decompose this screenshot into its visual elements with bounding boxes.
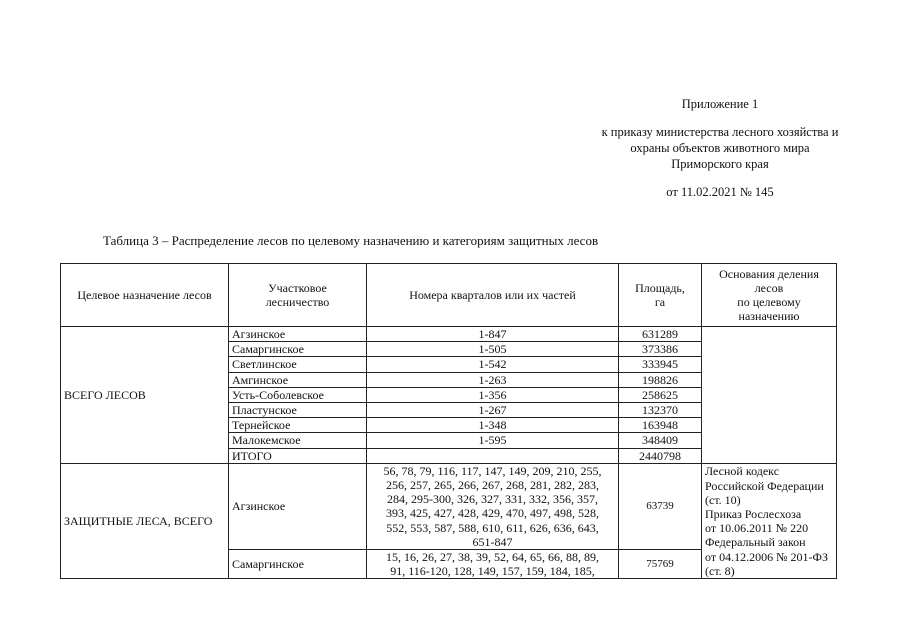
area-cell: 373386 [619,342,702,357]
district-cell: Тернейское [229,418,367,433]
basis-line: от 04.12.2006 № 201-ФЗ [705,549,829,564]
district-cell: Агзинское [229,327,367,342]
header-line: лесничество [265,295,330,309]
quarters-list-cell [367,550,619,579]
quarters-cell: 1-267 [367,403,619,418]
basis-line: Лесной кодекс [705,464,780,479]
area-cell: 258625 [619,387,702,402]
total-area: 2440798 [619,448,702,463]
appendix-title: Приложение 1 [681,97,759,111]
district-cell: Самаргинское [229,342,367,357]
appendix-line: Приморского края [671,157,769,171]
appendix-header [570,96,870,200]
area-cell: 132370 [619,403,702,418]
header-line: га [654,295,666,309]
basis-line: Федеральный закон [705,535,806,550]
area-cell: 75769 [619,550,702,579]
quarters-list-cell [367,463,619,549]
district-cell: Светлинское [229,357,367,372]
table-row [61,327,837,342]
basis-cell [702,463,837,579]
quarters-cell: 1-348 [367,418,619,433]
quarters-empty-cell [367,448,619,463]
quarters-cell: 1-505 [367,342,619,357]
header-line: назначению [738,309,800,324]
purpose-all-forests: ВСЕГО ЛЕСОВ [61,327,229,464]
header-line: Площадь, [635,280,685,295]
purpose-protective: ЗАЩИТНЫЕ ЛЕСА, ВСЕГО [61,463,229,579]
quarters-cell: 1-356 [367,387,619,402]
quarters-cell: 1-847 [367,327,619,342]
district-cell: Самаргинское [229,550,367,579]
district-cell: Амгинское [229,372,367,387]
column-header-basis [702,264,837,327]
column-header-purpose: Целевое назначение лесов [61,264,229,327]
area-cell: 333945 [619,357,702,372]
header-line: лесов [754,280,784,295]
table-row [61,463,837,549]
appendix-date: от 11.02.2021 № 145 [666,185,774,199]
quarters-line: 393, 425, 427, 428, 429, 470, 497, 498, 528, [386,506,599,521]
column-header-quarters: Номера кварталов или их частей [367,264,619,327]
basis-line: (ст. 10) [705,492,741,507]
column-header-area [619,264,702,327]
area-cell: 163948 [619,418,702,433]
quarters-line: 91, 116-120, 128, 149, 157, 159, 184, 185, [390,564,595,579]
quarters-line: 56, 78, 79, 116, 117, 147, 149, 209, 210, 255, [383,463,602,478]
header-line: Основания деления [719,266,819,281]
table-header-row [61,264,837,327]
basis-line: (ст. 8) [705,563,735,578]
appendix-line: к приказу министерства лесного хозяйства и [601,125,839,139]
area-cell: 631289 [619,327,702,342]
basis-line: Российской Федерации [705,478,824,493]
basis-line: от 10.06.2011 № 220 [705,521,809,536]
quarters-line: 651-847 [472,534,513,549]
basis-line: Приказ Рослесхоза [705,506,802,521]
forest-distribution-table [60,263,837,579]
quarters-line: 552, 553, 587, 588, 610, 611, 626, 636, 643, [386,520,599,535]
appendix-line: охраны объектов животного мира [630,141,810,155]
district-cell: Пластунское [229,403,367,418]
area-cell: 63739 [619,463,702,549]
district-cell: Агзинское [229,463,367,549]
area-cell: 198826 [619,372,702,387]
district-cell: Малокемское [229,433,367,448]
table-caption: Таблица 3 – Распределение лесов по целевому назначению и категориям защитных лесов [103,233,599,248]
basis-empty-cell [702,327,837,464]
quarters-cell: 1-263 [367,372,619,387]
total-label: ИТОГО [229,448,367,463]
district-cell: Усть-Соболевское [229,387,367,402]
column-header-district [229,264,367,327]
quarters-cell: 1-595 [367,433,619,448]
header-line: по целевому [737,295,801,309]
quarters-cell: 1-542 [367,357,619,372]
quarters-line: 256, 257, 265, 266, 267, 268, 281, 282, 283, [386,478,599,493]
quarters-line: 15, 16, 26, 27, 38, 39, 52, 64, 65, 66, 88, 89, [386,550,599,565]
area-cell: 348409 [619,433,702,448]
quarters-line: 284, 295-300, 326, 327, 331, 332, 356, 357, [387,492,598,507]
header-line: Участковое [268,280,327,295]
